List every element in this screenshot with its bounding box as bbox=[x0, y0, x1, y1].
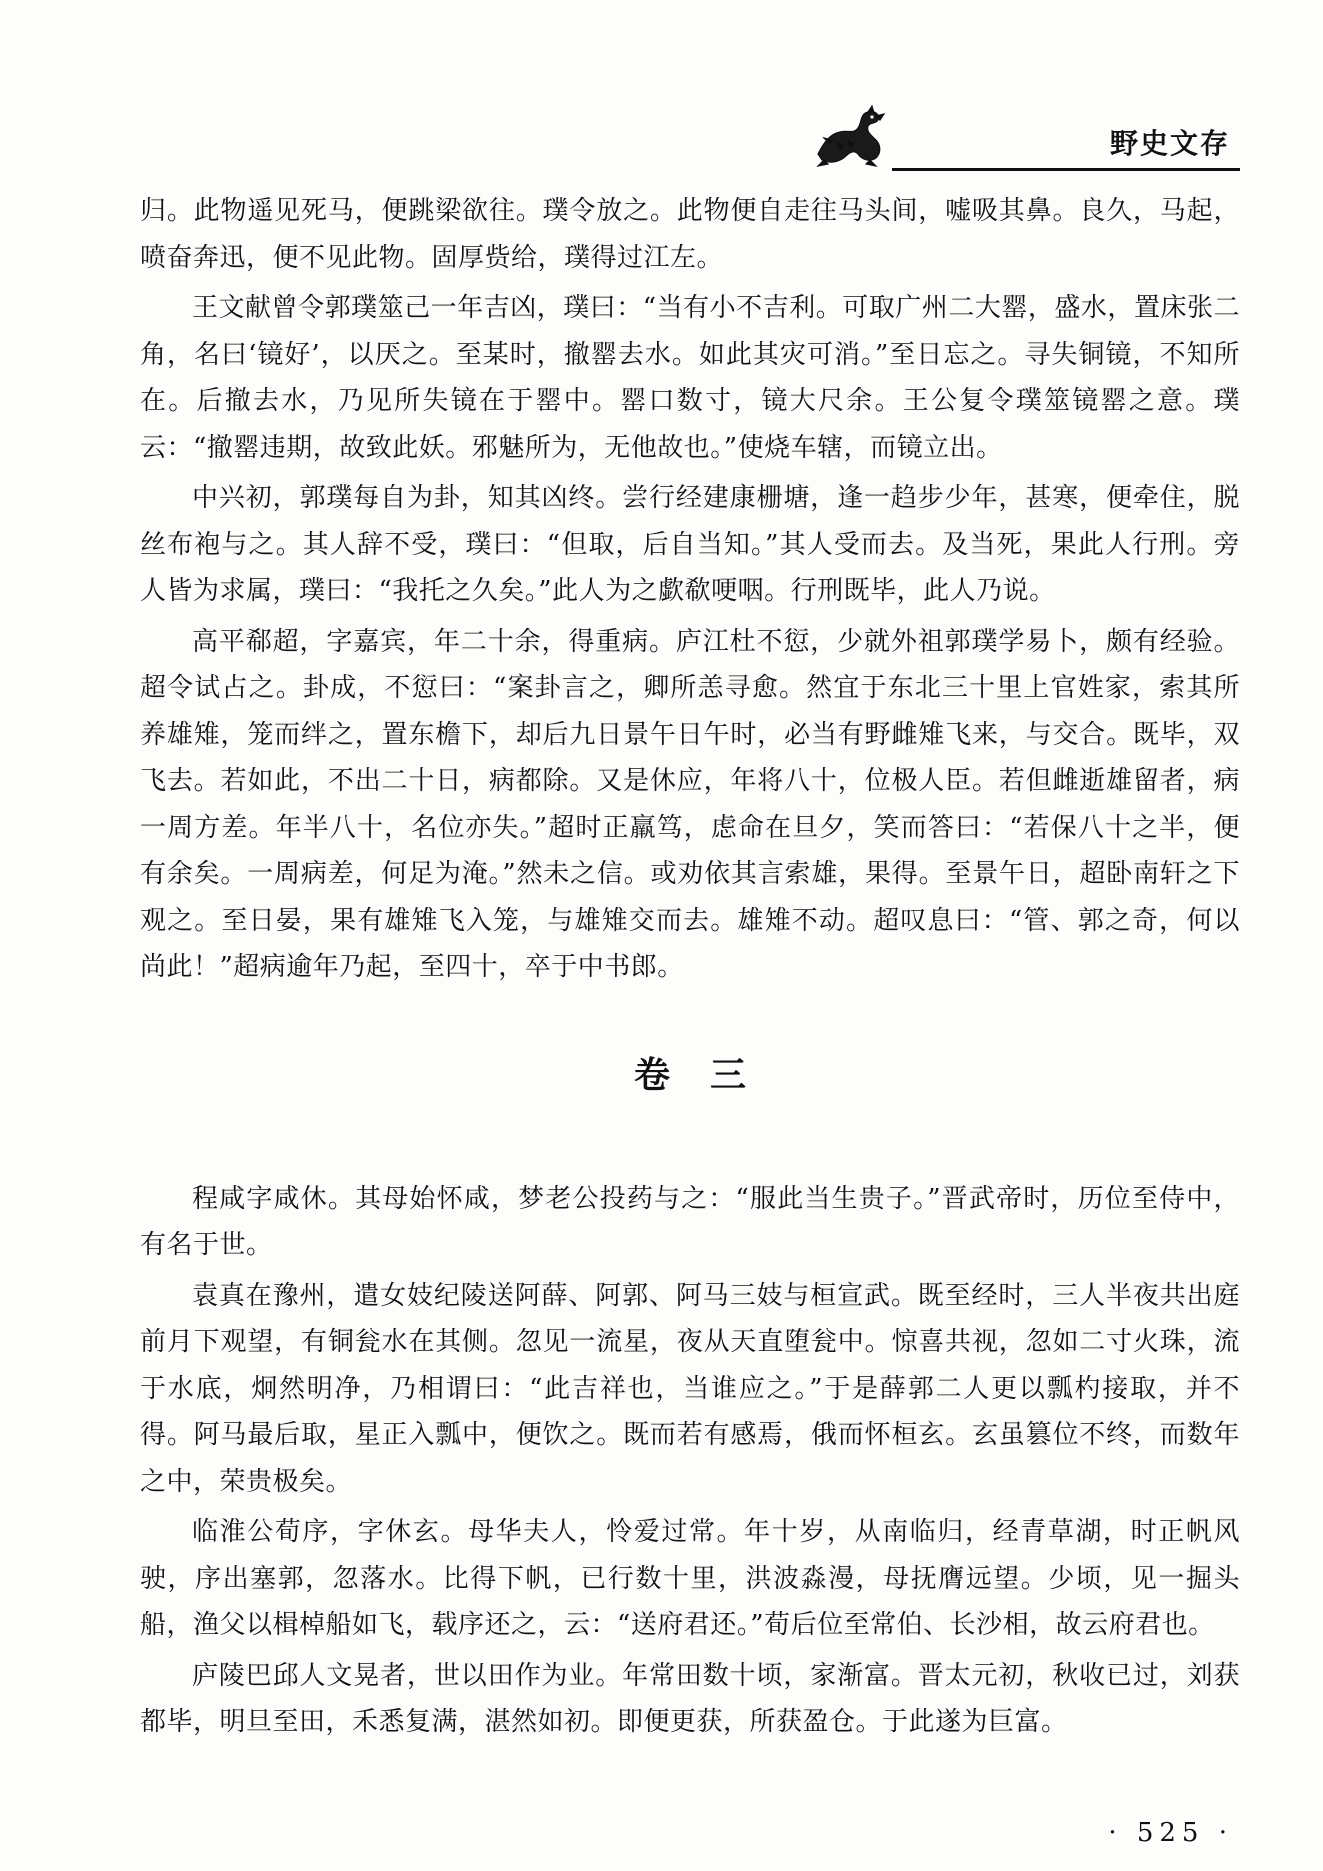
header-title: 野史文存 bbox=[1109, 127, 1230, 160]
main-text bbox=[140, 188, 1240, 1746]
chapter-title: 卷三 bbox=[633, 1054, 786, 1096]
paragraph: 程咸字咸休。其母始怀咸，梦老公投药与之：“服此当生贵子。”晋武帝时，历位至侍中，有名于世。 bbox=[140, 1183, 1240, 1260]
paragraph: 高平郗超，字嘉宾，年二十余，得重病。庐江杜不愆，少就外祖郭璞学易卜，颇有经验。超令试占之。卦成，不愆曰：“案卦言之，卿所恙寻愈。然宜于东北三十里上官姓家，索其所养雄雉，笼而绊之，置东檐下，却后九日景午日午时，必当有野雌雉飞来，与交合。既毕，双飞去。若如此，不出二十日，病都除。又是休应，年将八十，位极人臣。若但雌逝雄留者，病一周方差。年半八十，名位亦失。”超时正羸笃，虑命在旦夕，笑而答曰：“若保八十之半，便有余矣。一周病差，何足为淹。”然未之信。或劝依其言索雄，果得。至景午日，超卧南轩之下观之。至日晏，果有雄雉飞入笼，与雄雉交而去。雄雉不动。超叹息曰：“管、郭之奇，何以尚此！”超病逾年乃起，至四十，卒于中书郎。 bbox=[140, 626, 1240, 982]
running-header bbox=[810, 100, 1240, 180]
paragraph: 临淮公荀序，字休玄。母华夫人，怜爱过常。年十岁，从南临归，经青草湖，时正帆风驶，序出塞郭，忽落水。比得下帆，已行数十里，洪波淼漫，母抚膺远望。少顷，见一掘头船，渔父以楫棹船如飞，载序还之，云：“送府君还。”荀后位至常伯、长沙相，故云府君也。 bbox=[140, 1517, 1240, 1640]
paragraph: 庐陵巴邱人文晃者，世以田作为业。年常田数十顷，家渐富。晋太元初，秋收已过，刘获都毕，明旦至田，禾悉复满，湛然如初。即便更获，所获盈仓。于此遂为巨富。 bbox=[140, 1660, 1240, 1737]
paragraph: 王文献曾令郭璞筮己一年吉凶，璞曰：“当有小不吉利。可取广州二大罂，盛水，置床张二角，名曰‘镜好’，以厌之。至某时，撤罂去水。如此其灾可消。”至日忘之。寻失铜镜，不知所在。后撤去水，乃见所失镜在于罂中。罂口数寸，镜大尺余。王公复令璞筮镜罂之意。璞云：“撤罂违期，故致此妖。邪魅所为，无他故也。”使烧车辖，而镜立出。 bbox=[140, 293, 1240, 463]
paragraph: 中兴初，郭璞每自为卦，知其凶终。尝行经建康栅塘，逢一趋步少年，甚寒，便牵住，脱丝布袍与之。其人辞不受，璞曰：“但取，后自当知。”其人受而去。及当死，果此人行刑。旁人皆为求属，璞曰：“我托之久矣。”此人为之歔欷哽咽。行刑既毕，此人乃说。 bbox=[140, 483, 1240, 606]
header-divider bbox=[892, 168, 1240, 171]
paragraph: 袁真在豫州，遣女妓纪陵送阿薛、阿郭、阿马三妓与桓宣武。既至经时，三人半夜共出庭前月下观望，有铜瓮水在其侧。忽见一流星，夜从天直堕瓮中。惊喜共视，忽如二寸火珠，流于水底，炯然明净，乃相谓曰：“此吉祥也，当谁应之。”于是薛郭二人更以瓢杓接取，并不得。阿马最后取，星正入瓢中，便饮之。既而若有感焉，俄而怀桓玄。玄虽篡位不终，而数年之中，荣贵极矣。 bbox=[140, 1280, 1240, 1497]
page-number: · 525 · bbox=[1108, 1818, 1233, 1848]
paragraph: 归。此物遥见死马，便跳梁欲往。璞令放之。此物便自走往马头间，嘘吸其鼻。良久，马起，喷奋奔迅，便不见此物。固厚赀给，璞得过江左。 bbox=[140, 196, 1240, 273]
dragon-emblem-icon bbox=[810, 104, 890, 168]
